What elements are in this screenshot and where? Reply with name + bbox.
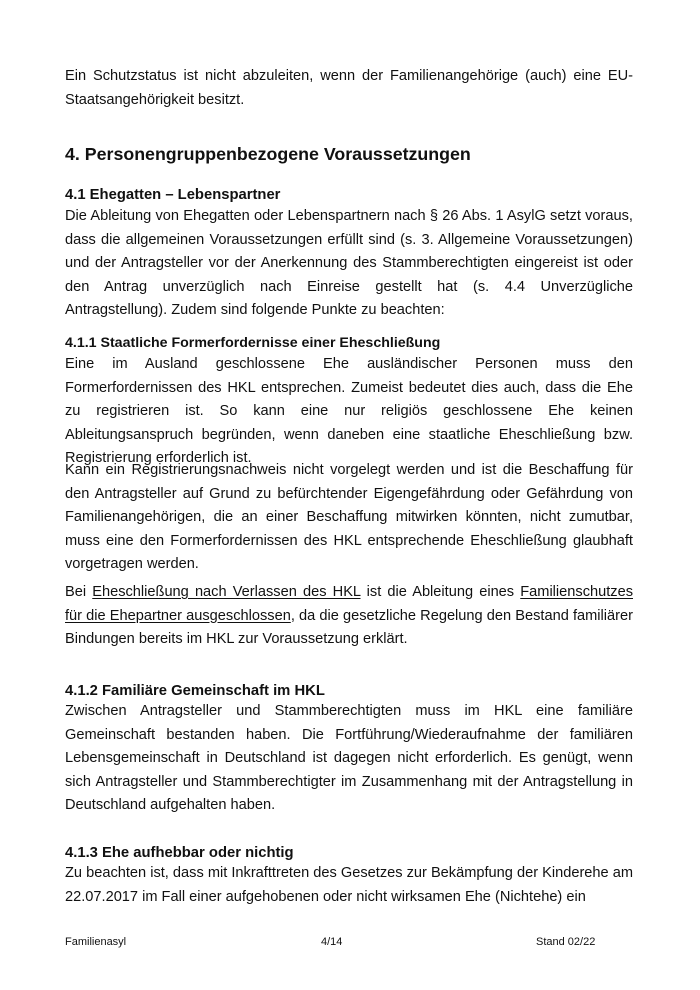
text-segment: , da die gesetzliche Regelung den Bestand familiärer Bindungen bereits im HKL zur Voraussetzung erklärt.: [65, 607, 633, 647]
link-familienschutz-ausgeschlossen[interactable]: Familienschutzes für die Ehepartner ausgeschlossen: [65, 584, 633, 624]
link-eheschliessung-nach-verlassen[interactable]: Eheschließung nach Verlassen des HKL: [92, 584, 361, 600]
paragraph-4-1-1-c: [65, 581, 633, 652]
paragraph-4-1-3: Zu beachten ist, dass mit Inkrafttreten des Gesetzes zur Bekämpfung der Kinderehe am 22.07.2017 im Fall einer aufgehobenen oder nicht wirksamen Ehe (Nichtehe) ein: [65, 865, 633, 905]
text-segment: Bei: [65, 584, 93, 600]
section-heading-4-1-2: 4.1.2 Familiäre Gemeinschaft im HKL: [65, 683, 325, 699]
paragraph-4-1-2: Zwischen Antragsteller und Stammberechtigten muss im HKL eine familiäre Gemeinschaft bestanden haben. Die Fortführung/Wiederaufnahme der familiären Lebensgemeinschaft in Deutschland ist dagegen nicht erforderlich. Es genügt, wenn sich Antragsteller und Stammberechtigter im Zusammenhang mit der Antragstellung in Deutschland aufgehalten haben.: [65, 703, 633, 813]
text-segment: ist die Ableitung eines: [360, 584, 521, 600]
section-heading-4-1-1: 4.1.1 Staatliche Formerfordernisse einer Eheschließung: [65, 335, 441, 351]
intro-paragraph: Ein Schutzstatus ist nicht abzuleiten, wenn der Familienangehörige (auch) eine EU-Staatsangehörigkeit besitzt.: [65, 68, 633, 108]
footer-date: Stand 02/22: [536, 936, 596, 948]
footer-title: Familienasyl: [65, 936, 127, 948]
section-heading-4-1-3: 4.1.3 Ehe aufhebbar oder nichtig: [65, 845, 294, 861]
section-heading-4: 4. Personengruppenbezogene Voraussetzungen: [65, 144, 471, 164]
paragraph-4-1-1-b: Kann ein Registrierungsnachweis nicht vorgelegt werden und ist die Beschaffung für den Antragsteller auf Grund zu befürchtender Eigengefährdung oder Gefährdung von Familienangehörigen, die an einer Beschaffung mitwirken könnten, nicht zumutbar, muss eine den Formerfordernissen des HKL entsprechende Eheschließung glaubhaft vorgetragen werden.: [65, 462, 633, 572]
footer-page-number: 4/14: [321, 936, 343, 948]
section-heading-4-1: 4.1 Ehegatten – Lebenspartner: [65, 187, 281, 203]
paragraph-4-1-1-a: Eine im Ausland geschlossene Ehe ausländischer Personen muss den Formerfordernissen des HKL entsprechen. Zumeist bedeutet dies auch, dass die Ehe zu registrieren ist. So kann eine nur religiös geschlossene Ehe keinen Ableitungsanspruch begründen, wenn daneben eine staatliche Eheschließung bzw. Registrierung erforderlich ist.: [65, 356, 633, 466]
paragraph-4-1: Die Ableitung von Ehegatten oder Lebenspartnern nach § 26 Abs. 1 AsylG setzt voraus, dass die allgemeinen Voraussetzungen erfüllt sind (s. 3. Allgemeine Voraussetzungen) und der Antragsteller vor der Anerkennung des Stammberechtigten eingereist ist oder den Antrag unverzüglich nach Einreise gestellt hat (s. 4.4 Unverzügliche Antragstellung). Zudem sind folgende Punkte zu beachten:: [65, 208, 633, 318]
